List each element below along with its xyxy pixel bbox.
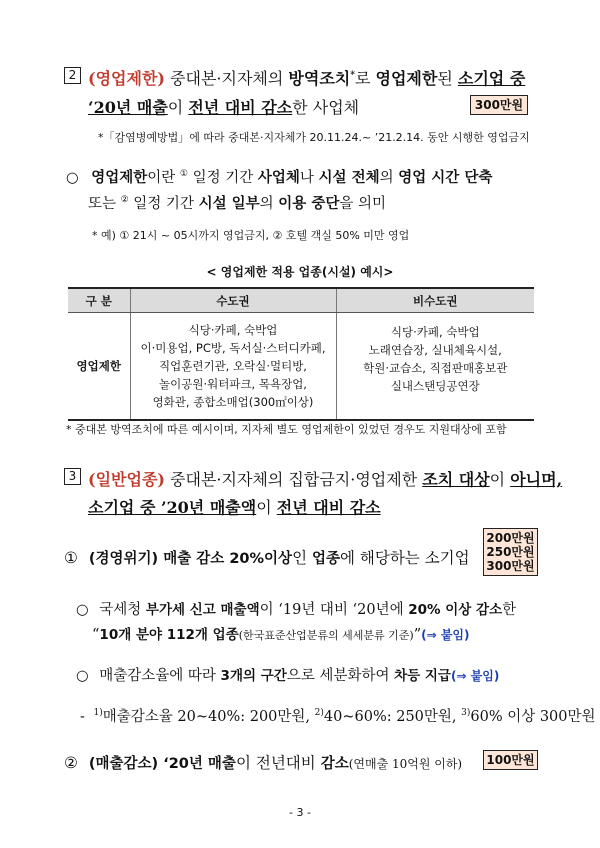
- bullet-tiered-payment: ○ 매출감소율에 따라 3개의 구간으로 세분화하여 차등 지급(⇒ 붙임): [76, 668, 500, 684]
- capital-area-cell: 식당·카페, 숙박업 이·미용업, PC방, 독서실·스터디카페, 직업훈련기관, 오락실·멀티방, 놀이공원·워터파크, 목욕장업, 영화관, 종합소매업(300㎡이상): [130, 313, 336, 421]
- definition-line2: 또는 ② 일정 기간 시설 일부의 이용 중단을 의미: [88, 195, 386, 212]
- table-row: [68, 313, 534, 421]
- business-restriction-table: [68, 287, 534, 421]
- tier-detail-line: - $^{1)}$매출감소율 20~40%: 200만원, $^{2)}$40~60%: 250만원, $^{3)}$60% 이상 300만원: [80, 708, 596, 725]
- attachment-link[interactable]: (⇒ 붙임): [421, 628, 470, 642]
- page-number: - 3 -: [289, 806, 311, 819]
- bullet-vat-revenue-line2: “10개 분야 112개 업종(한국표준산업분류의 세세분류 기준)”(⇒ 붙임): [92, 627, 470, 643]
- section-3-title-line2: 소기업 중 ’20년 매출액이 전년 대비 감소: [88, 498, 381, 517]
- section-3-title-line1: (일반업종) 중대본·지자체의 집합금지·영업제한 조치 대상이 아니며,: [88, 470, 563, 489]
- definition-line1: ○ 영업제한이란 ① 일정 기간 사업체나 시설 전체의 영업 시간 단축: [66, 169, 493, 186]
- subsection-1-number: ①: [64, 549, 78, 567]
- subsection-2-number: ②: [64, 754, 78, 772]
- section-3-number: 3: [64, 468, 81, 485]
- amount-badge-tiers: 200만원 250만원 300만원: [483, 528, 538, 576]
- section-2-title-line2: ‘20년 매출이 전년 대비 감소한 사업체: [88, 98, 360, 117]
- table-footnote: * 중대본 방역조치에 따른 예시이며, 지자체 별도 영업제한이 있었던 경우도 지원대상에 포함: [66, 423, 507, 436]
- example-note: * 예) ① 21시 ~ 05시까지 영업금지, ② 호텔 객실 50% 미만 영업: [92, 229, 410, 242]
- attachment-link[interactable]: (⇒ 붙임): [450, 669, 500, 683]
- section-2-footnote: *「감염병예방법」에 따라 중대본·지자체가 20.11.24.~ ’21.2.14. 동안 시행한 영업금지: [98, 131, 530, 144]
- bullet: ○: [66, 170, 79, 186]
- section-2-title-line1: (영업제한) 중대본·지자체의 방역조치*로 영업제한된 소기업 중: [88, 69, 526, 88]
- amount-badge-100: 100만원: [483, 750, 538, 770]
- table-header: 수도권: [130, 288, 336, 313]
- row-label: 영업제한: [68, 313, 130, 421]
- table-caption: < 영업제한 적용 업종(시설) 예시>: [206, 265, 394, 279]
- table-header-row: [68, 288, 534, 313]
- amount-badge-300: 300만원: [470, 95, 528, 115]
- section-3-tag: (일반업종): [88, 470, 165, 489]
- non-capital-area-cell: 식당·카페, 숙박업 노래연습장, 실내체육시설, 학원·교습소, 직접판매홍보관 실내스탠딩공연장: [336, 313, 534, 421]
- section-2-number: 2: [64, 67, 81, 84]
- section-2-tag: (영업제한): [88, 69, 165, 88]
- subsection-2-revenue-decline: ② (매출감소) ‘20년 매출이 전년대비 감소(연매출 10억원 이하): [64, 754, 463, 772]
- subsection-1-business-crisis: ① (경영위기) 매출 감소 20%이상인 업종에 해당하는 소기업: [64, 549, 470, 567]
- table-header: 구 분: [68, 288, 130, 313]
- bullet: ○: [76, 668, 89, 684]
- bullet-vat-revenue-line1: ○ 국세청 부가세 신고 매출액이 ‘19년 대비 ‘20년에 20% 이상 감소한: [76, 602, 517, 618]
- table-header: 비수도권: [336, 288, 534, 313]
- bullet: ○: [76, 602, 89, 618]
